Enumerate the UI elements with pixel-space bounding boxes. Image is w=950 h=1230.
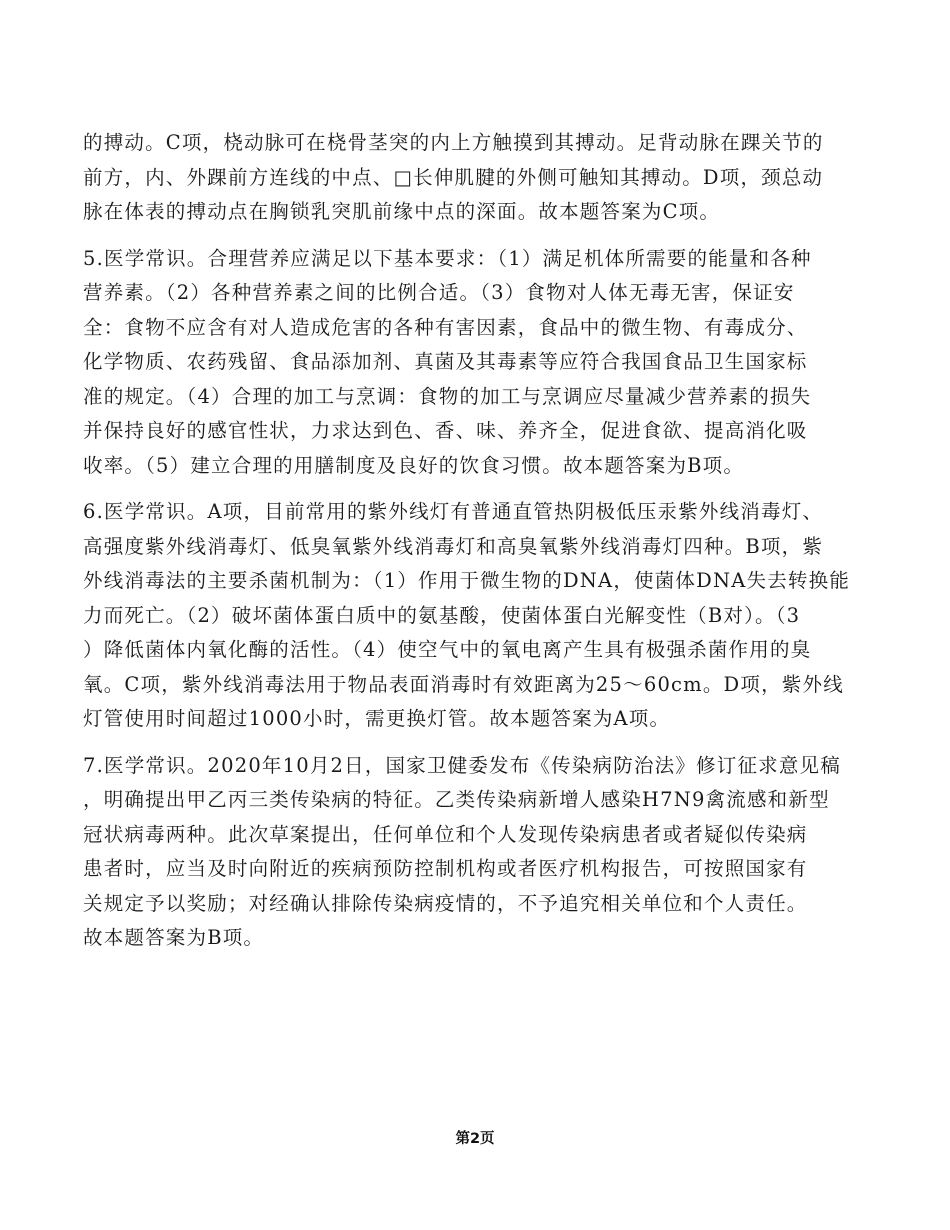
text-line: 前方，内、外踝前方连线的中点、□长伸肌腱的外侧可触知其搏动。D项，颈总动 [83,165,824,189]
text-line: 准的规定。（4）合理的加工与烹调：食物的加工与烹调应尽量减少营养素的损失 [83,384,812,408]
text-line: 收率。（5）建立合理的用膳制度及良好的饮食习惯。故本题答案为B项。 [83,453,745,477]
text-line: 脉在体表的搏动点在胸锁乳突肌前缘中点的深面。故本题答案为C项。 [83,200,721,223]
text-line: 5.医学常识。合理营养应满足以下基本要求：（1）满足机体所需要的能量和各种 [83,246,812,270]
paragraph-continuation [83,126,873,230]
text-line: 关规定予以奖励；对经确认排除传染病疫情的，不予追究相关单位和个人责任。 [83,891,808,915]
text-line: 全：食物不应含有对人造成危害的各种有害因素，食品中的微生物、有毒成分、 [83,315,808,339]
text-line: 6.医学常识。A项，目前常用的紫外线灯有普通直管热阴极低压汞紫外线消毒灯、 [83,500,824,523]
paragraph-answer-6 [83,495,873,737]
text-line: 的搏动。C项，桡动脉可在桡骨茎突的内上方触摸到其搏动。足背动脉在踝关节的 [83,131,824,154]
text-line: 力而死亡。（2）破坏菌体蛋白质中的氨基酸，使菌体蛋白光解变性（B对）。（3 [83,603,801,627]
text-line: 高强度紫外线消毒灯、低臭氧紫外线消毒灯和高臭氧紫外线消毒灯四种。B项，紫 [83,534,824,558]
page-number: 第2页 [455,1131,495,1147]
text-line: 氧。C项，紫外线消毒法用于物品表面消毒时有效距离为25～60cm。D项，紫外线 [83,672,844,696]
text-line: 灯管使用时间超过1000小时，需更换灯管。故本题答案为A项。 [83,707,671,730]
text-line: 营养素。（2）各种营养素之间的比例合适。（3）食物对人体无毒无害，保证安 [83,281,795,304]
paragraph-answer-5 [83,242,873,484]
text-line: ）降低菌体内氧化酶的活性。（4）使空气中的氧电离产生具有极强杀菌作用的臭 [83,638,812,661]
text-line: 7.医学常识。2020年10月2日，国家卫健委发布《传染病防治法》修订征求意见稿 [83,753,841,777]
text-line: 并保持良好的感官性状，力求达到色、香、味、养齐全，促进食欲、提高消化吸 [83,419,808,442]
document-body [83,126,873,968]
text-line: 外线消毒法的主要杀菌机制为：（1）作用于微生物的DNA，使菌体DNA失去转换能 [83,569,851,592]
text-line: ，明确提出甲乙丙三类传染病的特征。乙类传染病新增人感染H7N9禽流感和新型 [83,788,830,811]
text-line: 故本题答案为B项。 [83,926,265,949]
text-line: 患者时，应当及时向附近的疾病预防控制机构或者医疗机构报告，可按照国家有 [83,857,808,880]
text-line: 化学物质、农药残留、食品添加剂、真菌及其毒素等应符合我国食品卫生国家标 [83,350,808,373]
text-line: 冠状病毒两种。此次草案提出，任何单位和个人发现传染病患者或者疑似传染病 [83,822,808,846]
paragraph-answer-7 [83,749,873,956]
